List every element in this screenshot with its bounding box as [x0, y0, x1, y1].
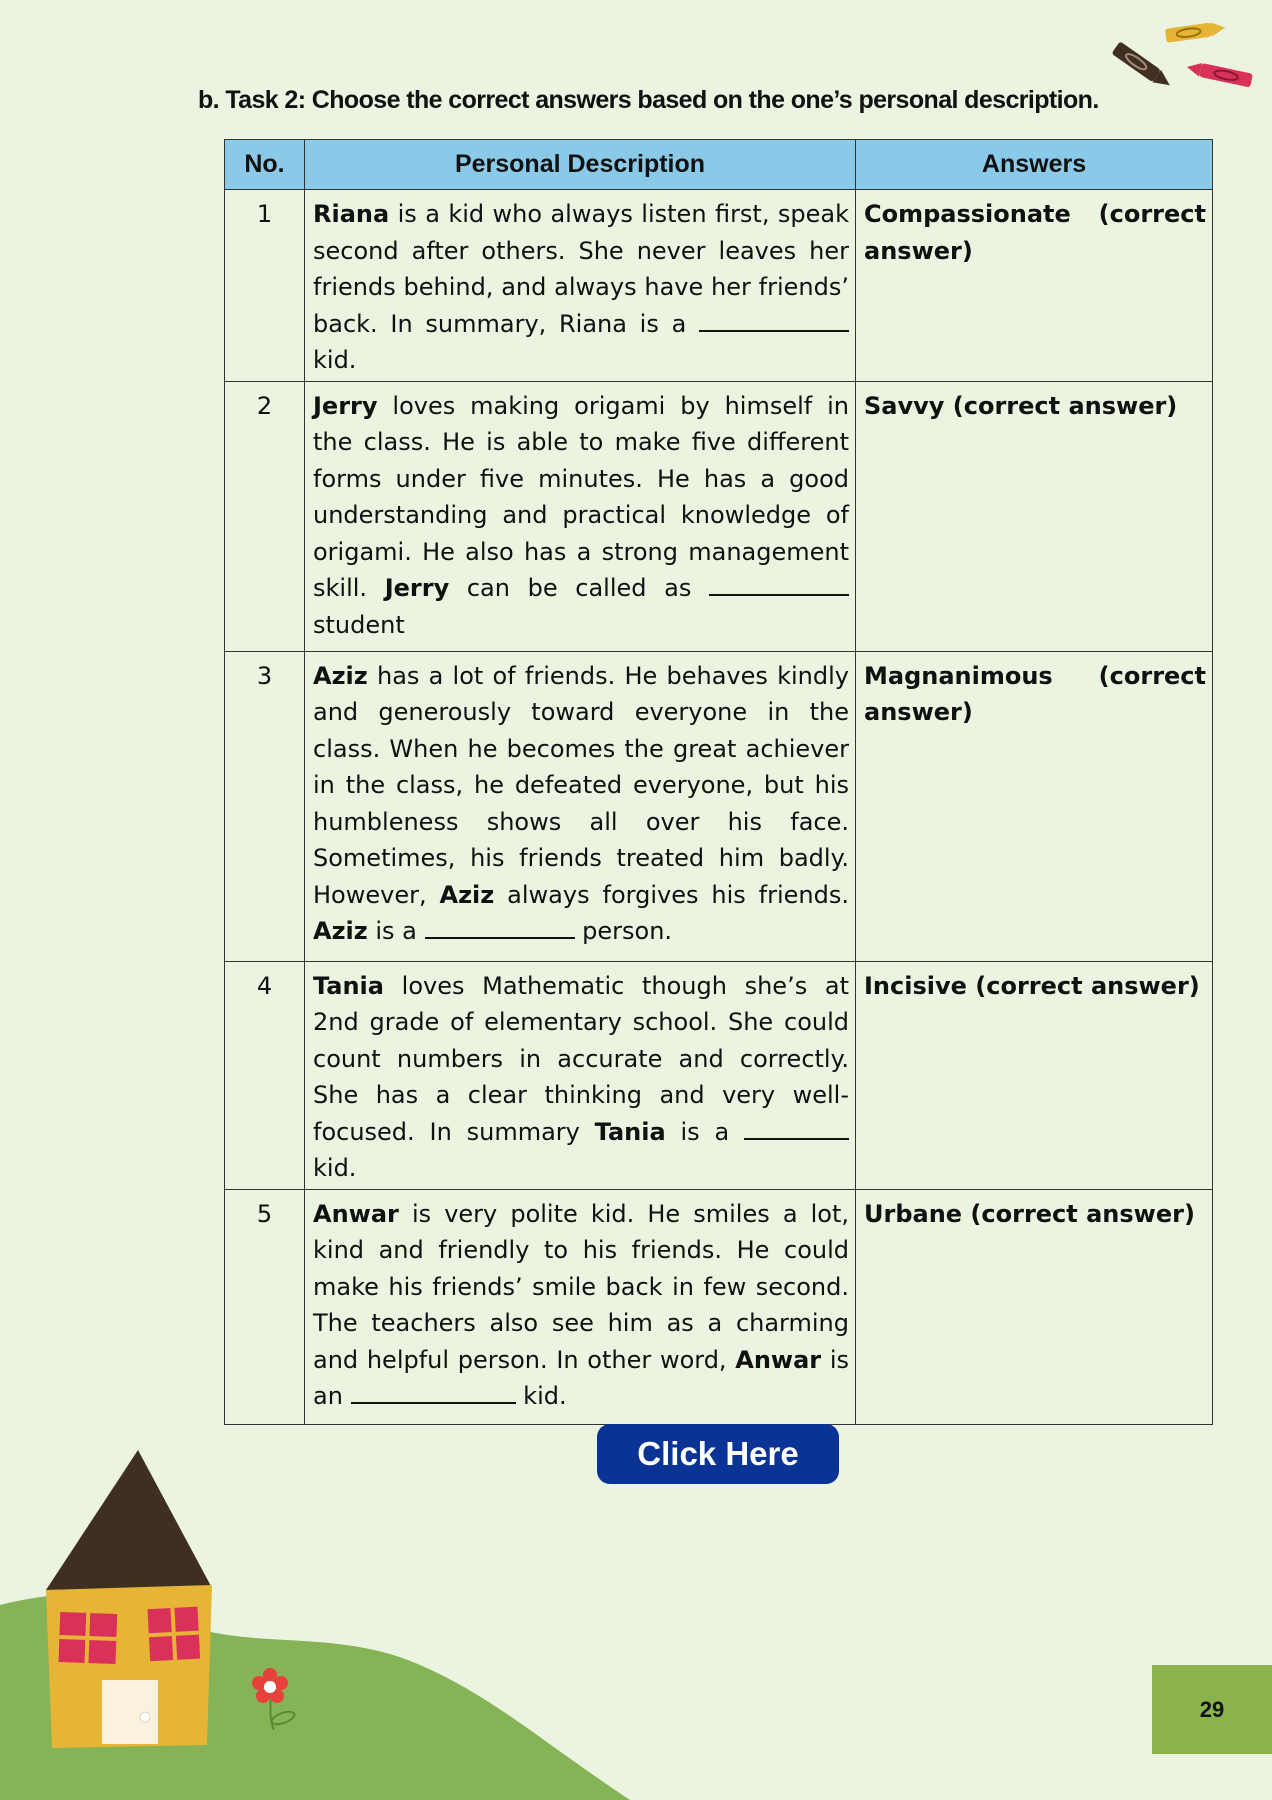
column-header-no: No. — [225, 140, 305, 190]
task-table — [224, 139, 1213, 1425]
row-answer: Savvy (correct answer) — [856, 381, 1213, 651]
row-answer: Magnanimous (correct answer) — [856, 651, 1213, 961]
person-name: Tania — [313, 971, 384, 1000]
answer-blank — [425, 917, 575, 939]
table-row — [225, 961, 1213, 1189]
click-here-button[interactable]: Click Here — [597, 1424, 839, 1484]
row-answer: Compassionate (correct answer) — [856, 190, 1213, 382]
answer-blank — [709, 574, 849, 596]
row-answer: Incisive (correct answer) — [856, 961, 1213, 1189]
table-row — [225, 1189, 1213, 1424]
column-header-answers: Answers — [856, 140, 1213, 190]
row-number: 4 — [225, 961, 305, 1189]
person-name: Jerry — [313, 391, 378, 420]
table-row — [225, 190, 1213, 382]
answer-blank — [744, 1118, 849, 1140]
page-number: 29 — [1199, 1696, 1225, 1722]
page-number-box — [1152, 1665, 1272, 1754]
person-name: Riana — [313, 200, 390, 228]
row-number: 3 — [225, 651, 305, 961]
table-header-row — [225, 140, 1213, 190]
row-description: Jerry loves making origami by himself in the class. He is able to make five different forms under five minutes. He has a good understanding and practical knowledge of origami. He also has a strong management skill. Jerry can be called as student — [305, 381, 856, 651]
answer-blank — [699, 310, 849, 332]
answer-blank — [351, 1382, 516, 1404]
row-number: 1 — [225, 190, 305, 382]
person-name: Anwar — [313, 1199, 399, 1228]
row-answer: Urbane (correct answer) — [856, 1189, 1213, 1424]
column-header-description: Personal Description — [305, 140, 856, 190]
row-number: 5 — [225, 1189, 305, 1424]
house-hill-illustration — [0, 1440, 700, 1800]
table-row — [225, 381, 1213, 651]
crayons-illustration — [1100, 15, 1265, 95]
row-description: Anwar is very polite kid. He smiles a lot, kind and friendly to his friends. He could make his friends’ smile back in few second. The teachers also see him as a charming and helpful person. In other word, Anwar is an kid. — [305, 1189, 856, 1424]
row-description: Riana is a kid who always listen first, speak second after others. She never leaves her friends behind, and always have her friends’ back. In summary, Riana is a kid. — [305, 190, 856, 382]
row-description: Tania loves Mathematic though she’s at 2nd grade of elementary school. She could count numbers in accurate and correctly. She has a clear thinking and very well-focused. In summary Tania is a kid. — [305, 961, 856, 1189]
task-heading: b. Task 2: Choose the correct answers based on the one’s personal description. — [198, 86, 1099, 114]
person-name: Aziz — [313, 661, 368, 690]
row-number: 2 — [225, 381, 305, 651]
row-description: Aziz has a lot of friends. He behaves kindly and generously toward everyone in the class. When he becomes the great achiever in the class, he defeated everyone, but his humbleness shows all over his face. Sometimes, his friends treated him badly. However, Aziz always forgives his friends. Aziz is a person. — [305, 651, 856, 961]
table-row — [225, 651, 1213, 961]
